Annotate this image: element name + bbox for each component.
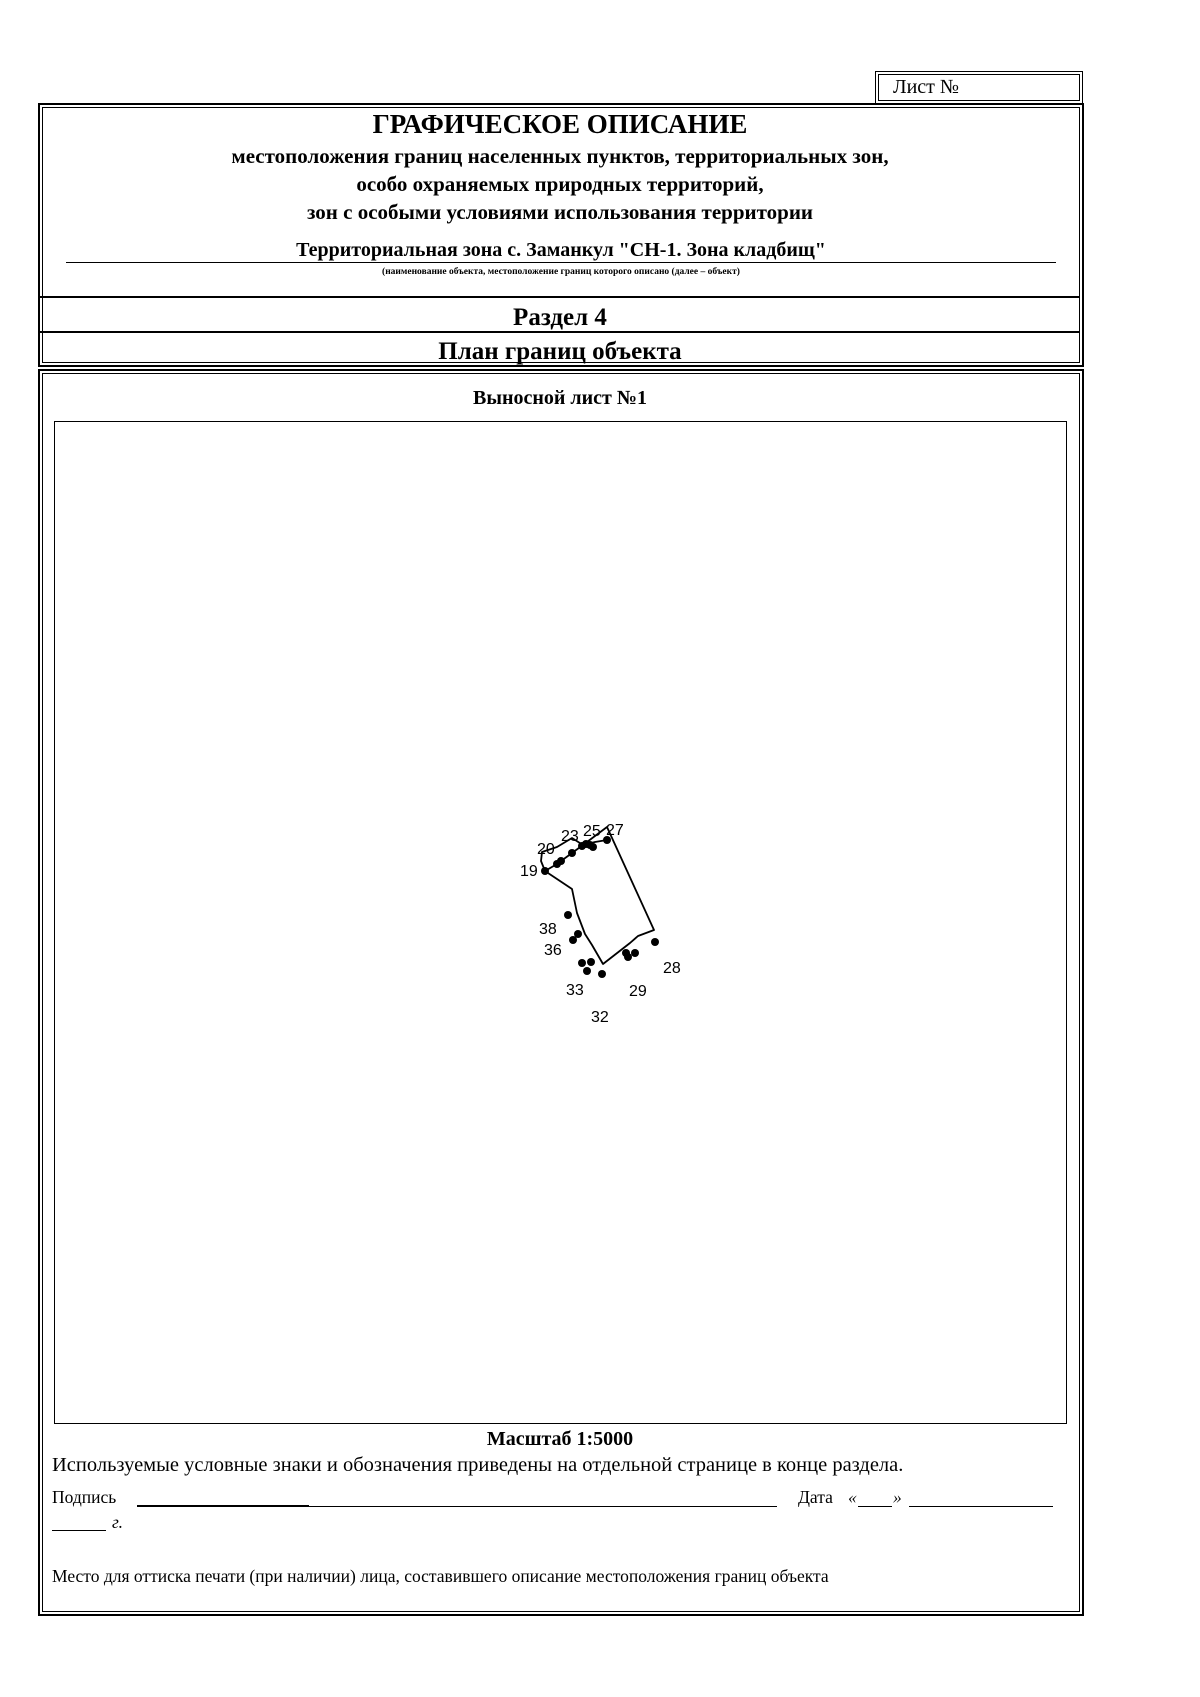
point-label-38: 38 xyxy=(539,921,557,938)
vertex-28 xyxy=(651,938,659,946)
subtitle-line-3: зон с особыми условиями использования территории xyxy=(306,200,814,224)
point-label-27: 27 xyxy=(606,822,624,839)
boundary-plan xyxy=(55,422,1066,1423)
point-label-33: 33 xyxy=(566,982,584,999)
vertex-26 xyxy=(589,843,597,851)
object-name: Территориальная зона с. Заманкул "СН-1. Зона кладбищ" xyxy=(66,238,1056,263)
vertex-35 xyxy=(583,967,591,975)
date-label: Дата xyxy=(798,1487,833,1507)
vertex-33 xyxy=(587,958,595,966)
sheet-number-box xyxy=(878,74,1080,101)
vertex-31 xyxy=(622,949,630,957)
date-open-quote: « xyxy=(848,1487,857,1507)
point-label-32: 32 xyxy=(591,1009,609,1026)
map-scale: Масштаб 1:5000 xyxy=(486,1428,634,1450)
document-title: ГРАФИЧЕСКОЕ ОПИСАНИЕ xyxy=(372,109,748,139)
sheet-number-label: Лист № xyxy=(893,76,959,98)
section-title: Раздел 4 xyxy=(513,304,607,331)
date-month-field[interactable] xyxy=(909,1506,1053,1507)
point-label-25: 25 xyxy=(583,823,601,840)
plan-title: План границ объекта xyxy=(438,338,682,365)
header-divider-1 xyxy=(40,296,1080,298)
point-label-19: 19 xyxy=(520,863,538,880)
point-label-20: 20 xyxy=(537,841,555,858)
signature-label: Подпись xyxy=(52,1487,117,1507)
vertex-34 xyxy=(578,959,586,967)
vertex-37 xyxy=(569,936,577,944)
year-suffix: г. xyxy=(112,1512,123,1532)
vertex-32 xyxy=(598,970,606,978)
signature-line-bold xyxy=(137,1505,309,1507)
date-close-quote: » xyxy=(893,1487,902,1507)
header-divider-2 xyxy=(40,331,1080,333)
vertex-29 xyxy=(631,949,639,957)
point-label-28: 28 xyxy=(663,960,681,977)
vertex-22 xyxy=(568,849,576,857)
date-year-field[interactable] xyxy=(52,1530,106,1531)
subtitle-line-2: особо охраняемых природных территорий, xyxy=(356,172,764,196)
object-name-note: (наименование объекта, местоположение границ которого описано (далее – объект) xyxy=(382,267,740,277)
document-subtitle xyxy=(40,142,1080,226)
point-label-29: 29 xyxy=(629,983,647,1000)
vertex-38 xyxy=(564,911,572,919)
point-label-23: 23 xyxy=(561,828,579,845)
boundary-edge-south xyxy=(571,889,654,950)
vertex-19 xyxy=(541,867,549,875)
date-day-field[interactable] xyxy=(858,1506,892,1507)
sheet-title: Выносной лист №1 xyxy=(473,387,647,409)
legend-note: Используемые условные знаки и обозначения приведены на отдельной странице в конце раздела. xyxy=(52,1454,904,1476)
stamp-note: Место для оттиска печати (при наличии) лица, составившего описание местоположения границ объекта xyxy=(52,1566,829,1586)
vertex-21 xyxy=(557,857,565,865)
map-area xyxy=(54,421,1067,1424)
point-label-36: 36 xyxy=(544,942,562,959)
subtitle-line-1: местоположения границ населенных пунктов, территориальных зон, xyxy=(231,144,889,168)
